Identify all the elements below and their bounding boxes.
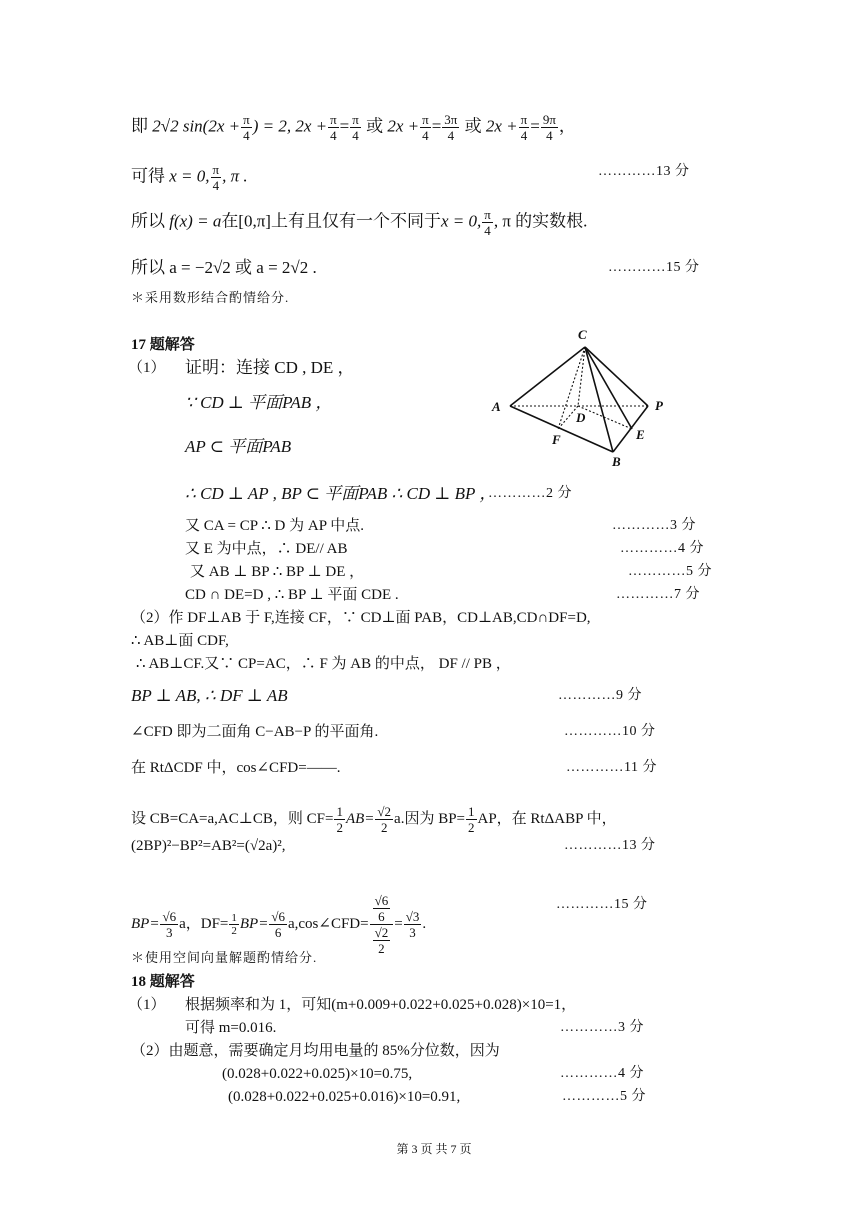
text: 设 CB=CA=a,AC⊥CB，则 CF= bbox=[131, 810, 334, 827]
num: √6 bbox=[374, 893, 389, 908]
text: 所以 bbox=[131, 211, 165, 231]
section-heading: 17 题解答 bbox=[131, 337, 195, 353]
text-line: ∴ CD ⊥ AP , BP ⊂ 平面PAB ∴ CD ⊥ BP ， bbox=[185, 484, 497, 503]
fraction bbox=[375, 804, 393, 835]
text: AB= bbox=[345, 810, 375, 827]
den bbox=[370, 925, 394, 956]
fraction bbox=[241, 112, 252, 143]
den: 2 bbox=[468, 820, 475, 835]
den: 4 bbox=[330, 128, 337, 143]
text-line: （2）作 DF⊥AB 于 F,连接 CF，∵ CD⊥面 PAB，CD⊥AB,CD∩DF=D, bbox=[131, 610, 591, 626]
text-line: 又 AB ⊥ BP ∴ BP ⊥ DE ， bbox=[190, 564, 365, 580]
fraction bbox=[482, 207, 493, 238]
score: …………7 分 bbox=[616, 587, 700, 602]
num: π bbox=[484, 207, 491, 222]
edge-CE bbox=[585, 347, 632, 429]
text-line: 又 CA = CP ∴ D 为 AP 中点. bbox=[185, 518, 365, 534]
fraction bbox=[328, 112, 339, 143]
math: 2√2 sin(2x + bbox=[152, 116, 241, 136]
den: 2 bbox=[380, 820, 388, 835]
compound-fraction bbox=[370, 893, 394, 956]
label-B: B bbox=[612, 454, 621, 469]
label-F: F bbox=[552, 432, 561, 447]
score: …………3 分 bbox=[560, 1020, 644, 1035]
num: √2 bbox=[374, 925, 389, 940]
fraction bbox=[519, 112, 530, 143]
eq-line-cf bbox=[131, 804, 617, 835]
score: …………2 分 bbox=[488, 486, 572, 501]
fraction bbox=[442, 112, 459, 143]
math: = bbox=[339, 116, 350, 136]
score: …………13 分 bbox=[598, 164, 690, 179]
label-P: P bbox=[655, 398, 663, 413]
fraction bbox=[160, 909, 178, 940]
label-A: A bbox=[492, 399, 501, 414]
num: π bbox=[330, 112, 337, 127]
score: …………4 分 bbox=[560, 1066, 644, 1081]
eq-line-bp bbox=[131, 893, 426, 956]
score: …………3 分 bbox=[612, 518, 696, 533]
text: BP= bbox=[239, 915, 269, 932]
text-line: 又 E 为中点，∴ DE// AB bbox=[185, 541, 348, 557]
num: π bbox=[520, 112, 528, 127]
fraction bbox=[541, 112, 558, 143]
eq-line-3 bbox=[131, 207, 587, 238]
score: …………4 分 bbox=[620, 541, 704, 556]
num: π bbox=[352, 112, 359, 127]
text: 在[0,π]上有且仅有一个不同于 bbox=[221, 211, 441, 231]
math: = bbox=[431, 116, 442, 136]
math: , π . bbox=[222, 166, 248, 186]
label-E: E bbox=[636, 427, 645, 442]
den: 2 bbox=[378, 941, 385, 956]
text-line: (2BP)²−BP²=AB²=(√2a)², bbox=[131, 838, 286, 854]
edge-DF bbox=[558, 406, 578, 429]
num: 1 bbox=[468, 804, 475, 819]
score: …………13 分 bbox=[564, 838, 656, 853]
score: …………15 分 bbox=[556, 897, 648, 912]
text-line: 根据频率和为 1，可知(m+0.009+0.022+0.025+0.028)×10=1， bbox=[185, 997, 577, 1013]
math: f(x) = a bbox=[169, 211, 222, 231]
den: 6 bbox=[378, 909, 385, 924]
num: π bbox=[243, 112, 250, 127]
eq-line-4: 所以 a = −2√2 或 a = 2√2 . bbox=[131, 258, 317, 277]
text-line: BP ⊥ AB, ∴ DF ⊥ AB bbox=[131, 686, 288, 705]
text: ， bbox=[558, 116, 576, 136]
label-D: D bbox=[576, 410, 586, 425]
text: . bbox=[422, 915, 427, 932]
score: …………5 分 bbox=[628, 564, 712, 579]
math: 2x + bbox=[387, 116, 420, 136]
edge-DE bbox=[578, 406, 632, 429]
num: √6 bbox=[271, 909, 285, 924]
note: ＊使用空间向量解题酌情给分. bbox=[131, 950, 318, 965]
score: …………10 分 bbox=[564, 724, 656, 739]
text: 即 bbox=[131, 116, 148, 136]
den: 6 bbox=[274, 925, 282, 940]
score: …………15 分 bbox=[608, 260, 700, 275]
text-line: ∵ CD ⊥ 平面PAB ， bbox=[185, 393, 333, 412]
page-footer: 第 3 页 共 7 页 bbox=[396, 1142, 472, 1156]
text-line: (0.028+0.022+0.025+0.016)×10=0.91, bbox=[228, 1089, 461, 1105]
text: a,cos∠CFD= bbox=[287, 915, 369, 932]
math: = bbox=[530, 116, 540, 136]
edge-CA bbox=[510, 347, 585, 406]
text-line: AP ⊂ 平面PAB bbox=[185, 437, 292, 456]
label-C: C bbox=[578, 327, 587, 342]
fraction bbox=[269, 909, 287, 940]
den: 4 bbox=[352, 128, 359, 143]
num: π bbox=[212, 162, 220, 177]
den: 4 bbox=[546, 128, 553, 143]
score: …………9 分 bbox=[558, 688, 642, 703]
num: 1 bbox=[336, 804, 343, 819]
den: 2 bbox=[336, 820, 343, 835]
num bbox=[370, 893, 394, 925]
math: 2x + bbox=[485, 116, 518, 136]
text: 可得 bbox=[131, 166, 165, 186]
eq-line-2 bbox=[131, 162, 248, 193]
num: π bbox=[422, 112, 429, 127]
num: 9π bbox=[542, 112, 556, 127]
text-line: ∴ AB⊥面 CDF, bbox=[131, 633, 229, 649]
num: √6 bbox=[162, 909, 177, 924]
num: √2 bbox=[377, 804, 392, 819]
text-line: (0.028+0.022+0.025)×10=0.75, bbox=[222, 1066, 413, 1082]
text: a.因为 BP= bbox=[394, 810, 465, 827]
den: 3 bbox=[409, 925, 416, 940]
edge-AB bbox=[510, 406, 613, 452]
edge-CD bbox=[578, 347, 585, 406]
den: 4 bbox=[520, 128, 528, 143]
num: 3π bbox=[444, 112, 458, 127]
text: , π 的实数根. bbox=[493, 211, 588, 231]
math: x = 0, bbox=[440, 211, 482, 231]
text: AP，在 RtΔABP 中， bbox=[477, 810, 617, 827]
edge-CB bbox=[585, 347, 613, 452]
den: 2 bbox=[231, 925, 237, 937]
fraction bbox=[373, 893, 391, 924]
part-label: （1） bbox=[128, 360, 166, 376]
den: 4 bbox=[243, 128, 250, 143]
fraction bbox=[420, 112, 431, 143]
math: x = 0, bbox=[169, 166, 210, 186]
text-line: 证明：连接 CD , DE ， bbox=[185, 358, 355, 377]
section-heading: 18 题解答 bbox=[131, 974, 195, 990]
text-line: 在 RtΔCDF 中，cos∠CFD=——. bbox=[131, 760, 341, 776]
tetrahedron-figure bbox=[488, 325, 678, 470]
num: 1 bbox=[231, 912, 237, 924]
den: 4 bbox=[422, 128, 429, 143]
text-line: ∴ AB⊥CF.又∵ CP=AC，∴ F 为 AB 的中点， DF // PB ， bbox=[136, 656, 511, 672]
text: 或 bbox=[464, 116, 482, 136]
text-line: CD ∩ DE=D , ∴ BP ⊥ 平面 CDE . bbox=[185, 587, 399, 603]
score: …………5 分 bbox=[562, 1089, 646, 1104]
text: a，DF= bbox=[179, 915, 229, 932]
fraction bbox=[404, 909, 422, 940]
fraction bbox=[350, 112, 361, 143]
edge-CP bbox=[585, 347, 648, 406]
den: 4 bbox=[484, 223, 491, 238]
text-line: ∠CFD 即为二面角 C−AB−P 的平面角. bbox=[131, 724, 379, 740]
fraction bbox=[334, 804, 345, 835]
note: ＊采用数形结合酌情给分. bbox=[131, 290, 290, 305]
text: = bbox=[394, 915, 403, 932]
text-line: 可得 m=0.016. bbox=[185, 1020, 277, 1036]
math: ) = 2, 2x + bbox=[252, 116, 328, 136]
fraction bbox=[373, 925, 391, 956]
num: √3 bbox=[405, 909, 420, 924]
text-line: （2）由题意，需要确定月均用电量的 85%分位数，因为 bbox=[131, 1043, 500, 1059]
fraction bbox=[466, 804, 477, 835]
den: 3 bbox=[166, 925, 173, 940]
den: 4 bbox=[212, 178, 220, 193]
score: …………11 分 bbox=[566, 760, 657, 775]
den: 4 bbox=[447, 128, 455, 143]
fraction bbox=[211, 162, 222, 193]
text: 或 bbox=[366, 116, 384, 136]
fraction bbox=[229, 912, 239, 937]
part-label: （1） bbox=[128, 997, 166, 1013]
text: BP= bbox=[131, 915, 160, 932]
eq-line-1 bbox=[131, 112, 576, 143]
